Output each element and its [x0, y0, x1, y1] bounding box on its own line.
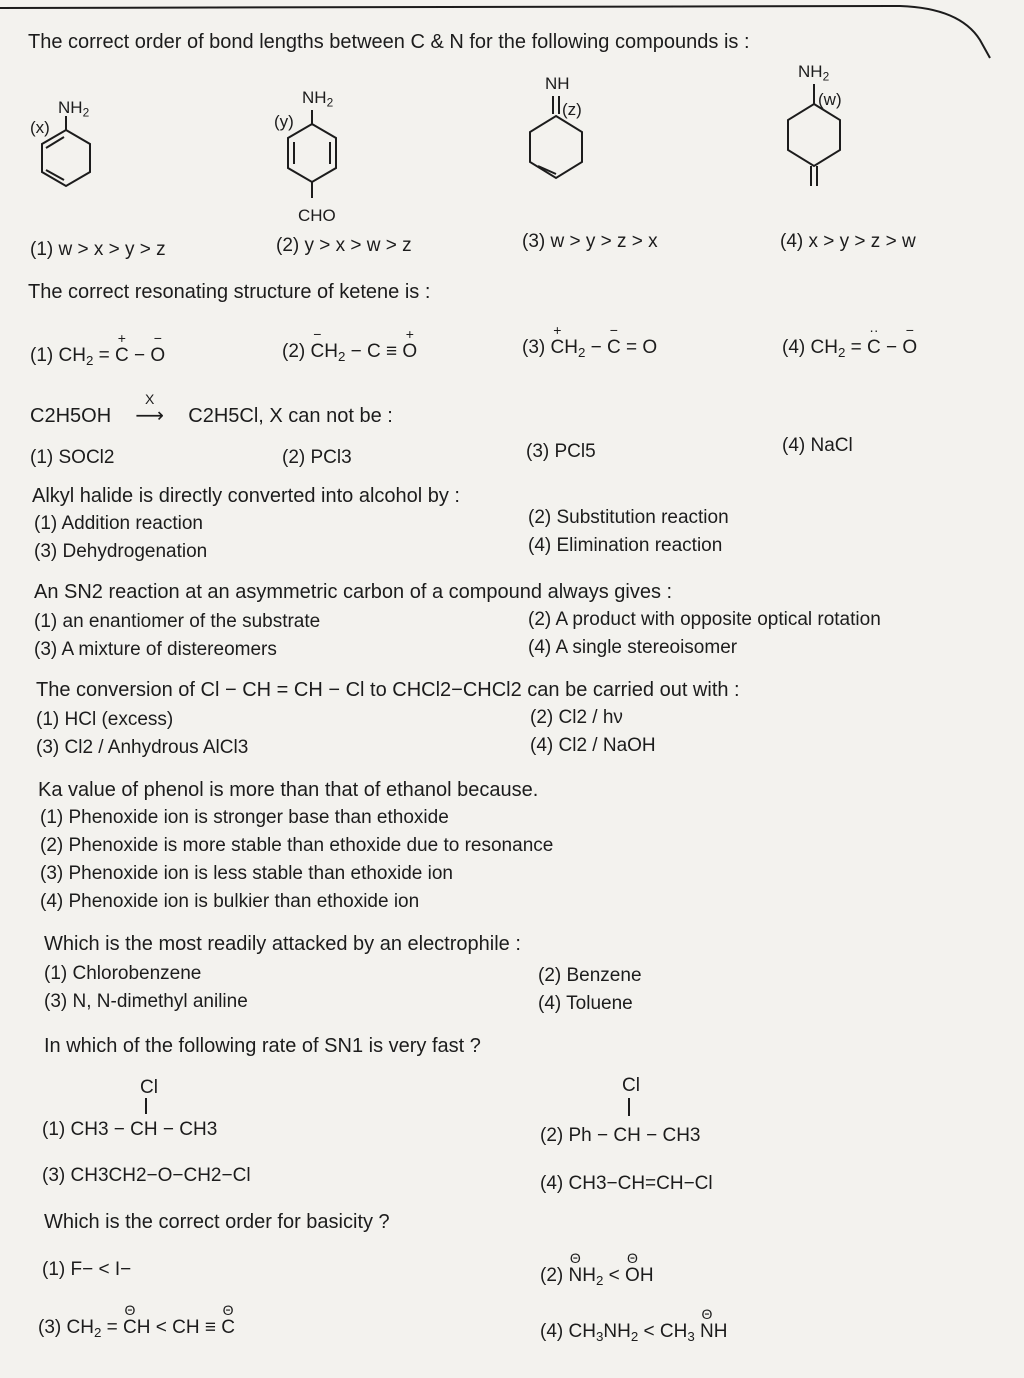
structure-x-ring — [30, 110, 110, 200]
q9-option-4[interactable]: (4) CH3−CH=CH−Cl — [540, 1173, 713, 1194]
q10-option-3[interactable]: (3) $CH_2 = C$ Θ H < CH ≡ C Θ — [38, 1302, 235, 1340]
q7-question: Ka value of phenol is more than that of ethanol because. — [38, 779, 539, 801]
q4-option-2[interactable]: (2) Substitution reaction — [528, 507, 729, 528]
q1-option-2[interactable]: (2) y > x > w > z — [276, 235, 412, 256]
q7-option-3[interactable]: (3) Phenoxide ion is less stable than ethoxide ion — [40, 863, 453, 884]
structure-w-ring — [778, 80, 858, 190]
q8-option-2[interactable]: (2) Benzene — [538, 965, 642, 986]
q3-option-3[interactable]: (3) PCl5 — [526, 441, 596, 462]
structure-z-ring — [520, 92, 600, 192]
q9-option-1[interactable]: (1) CH3 − CH − CH3 — [42, 1119, 218, 1140]
q2-option-2[interactable]: (2) C − $H_2 - C \equiv O$ + — [282, 326, 418, 364]
structure-z-tag: (z) — [562, 100, 582, 119]
q6-option-3[interactable]: (3) Cl2 / Anhydrous AlCl3 — [36, 737, 249, 758]
q9-question: In which of the following rate of SN1 is very fast ? — [44, 1035, 481, 1057]
q9-option-1-substituent: Cl — [140, 1077, 158, 1098]
q1-option-1[interactable]: (1) w > x > y > z — [30, 239, 166, 260]
q4-option-4[interactable]: (4) Elimination reaction — [528, 535, 723, 556]
structure-x-group: $NH_2$ — [58, 98, 90, 120]
q3-product: C2H5Cl, X can not be : — [188, 405, 393, 427]
q7-option-2[interactable]: (2) Phenoxide is more stable than ethoxide due to resonance — [40, 835, 554, 856]
q5-option-3[interactable]: (3) A mixture of distereomers — [34, 639, 277, 660]
structure-y-para-group: CHO — [298, 206, 336, 225]
q1-option-4[interactable]: (4) x > y > z > w — [780, 231, 916, 252]
q6-question: The conversion of Cl − CH = CH − Cl to CHCl2−CHCl2 can be carried out with : — [36, 679, 740, 701]
q3-option-1[interactable]: (1) SOCl2 — [30, 447, 115, 468]
q3-reactant: C2H5OH — [30, 405, 112, 427]
q6-option-4[interactable]: (4) Cl2 / NaOH — [530, 735, 656, 756]
q10-option-2[interactable]: (2) N Θ $H_2 < O$ Θ H — [540, 1250, 654, 1288]
q4-option-1[interactable]: (1) Addition reaction — [34, 513, 203, 534]
q8-option-3[interactable]: (3) N, N-dimethyl aniline — [44, 991, 248, 1012]
structure-y-tag: (y) — [274, 112, 294, 131]
q7-option-4[interactable]: (4) Phenoxide ion is bulkier than ethoxide ion — [40, 891, 420, 912]
q8-option-4[interactable]: (4) Toluene — [538, 993, 633, 1014]
q9-option-3[interactable]: (3) CH3CH2−O−CH2−Cl — [42, 1165, 251, 1186]
q4-question: Alkyl halide is directly converted into alcohol by : — [32, 485, 460, 507]
q2-option-4[interactable]: (4) $CH_2 = C$ ·· − O − — [782, 322, 918, 360]
q6-option-2[interactable]: (2) Cl2 / hν — [530, 707, 623, 728]
q2-option-3[interactable]: (3) C + $H_2 - C$ − = O — [522, 322, 658, 360]
q10-option-1[interactable]: (1) F− < I− — [42, 1259, 132, 1280]
structure-y-group: $NH_2$ — [302, 88, 334, 110]
structure-x-tag: (x) — [30, 118, 50, 137]
q5-question: An SN2 reaction at an asymmetric carbon of a compound always gives : — [34, 581, 673, 603]
q2-question: The correct resonating structure of ketene is : — [28, 281, 431, 303]
q8-option-1[interactable]: (1) Chlorobenzene — [44, 963, 202, 984]
q1-question: The correct order of bond lengths between C & N for the following compounds is : — [28, 31, 750, 53]
q5-option-2[interactable]: (2) A product with opposite optical rotation — [528, 609, 881, 630]
q10-question: Which is the correct order for basicity ? — [44, 1211, 390, 1233]
q9-option-1-bond — [142, 1098, 152, 1118]
q4-option-3[interactable]: (3) Dehydrogenation — [34, 541, 208, 562]
structure-w-group: $NH_2$ — [798, 62, 830, 84]
q3-question — [30, 391, 393, 428]
q5-option-4[interactable]: (4) A single stereoisomer — [528, 637, 738, 658]
structure-z-group: NH — [545, 74, 570, 93]
q1-option-3[interactable]: (3) w > y > z > x — [522, 231, 658, 252]
q8-question: Which is the most readily attacked by an electrophile : — [44, 933, 521, 955]
q7-option-1[interactable]: (1) Phenoxide ion is stronger base than ethoxide — [40, 807, 449, 828]
q3-option-2[interactable]: (2) PCl3 — [282, 447, 352, 468]
q2-option-1[interactable]: (1) $CH_2 = C$ + − O − — [30, 330, 166, 368]
structure-w-tag: (w) — [818, 90, 842, 109]
structure-y-ring — [276, 104, 356, 214]
q9-option-2[interactable]: (2) Ph − CH − CH3 — [540, 1125, 701, 1146]
q10-option-4[interactable]: (4) $CH_3NH_2 < CH_3$ N Θ H — [540, 1306, 728, 1344]
q9-option-2-bond — [625, 1098, 635, 1120]
q3-option-4[interactable]: (4) NaCl — [782, 435, 853, 456]
q3-arrow: X ⟶ — [135, 391, 165, 427]
q9-option-2-substituent: Cl — [622, 1075, 640, 1096]
q6-option-1[interactable]: (1) HCl (excess) — [36, 709, 174, 730]
q5-option-1[interactable]: (1) an enantiomer of the substrate — [34, 611, 321, 632]
